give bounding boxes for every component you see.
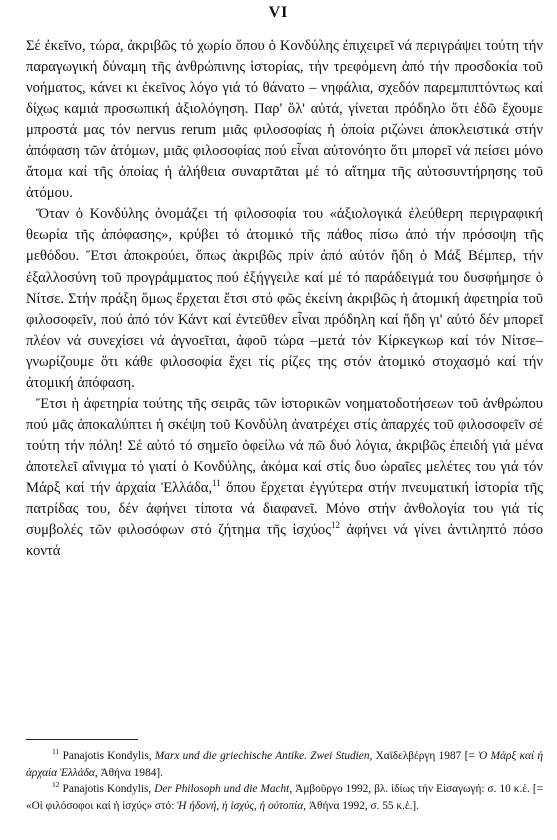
text-run: Panajotis Kondylis,: [62, 750, 155, 762]
italic-text: Marx und die griechische Antike. Zwei Studien: [154, 750, 370, 762]
text-run: Σέ ἐκεῖνο, τώρα, ἀκριβῶς τό χωρίο ὅπου ὁ Κονδύλης ἐπιχειρεῖ νά περιγράψει τούτη τήν παραγωγική δύναμη τῆς ἀνθρώπινης ἱστορίας, τήν τρεφόμενη ἀπό τήν προσδοκία τοῦ νοήματος, κάνει κι ἐκεῖνος λόγο γιά τό θάνατο – νηφάλια, σχεδόν παρεμπιπτόντως καί δίχως καμιά προσωπική ἀξιολόγηση. Παρ' ὅλ' αὐτά, γίνεται πρόδηλο ὅτι ἐδῶ ἔχουμε μπροστά μας τόν nervus rerum μιᾶς φιλοσοφίας ἡ ὁποία ριζώνει ἀποκλειστικά στήν ἀπόφαση τῶν ἀτόμων, μιᾶς φιλοσοφίας πού εἶναι αὐτονόητο ὅτι μπορεῖ νά πείσει μόνο ἄτομα καί τῆς ὁποίας ἡ ἀλήθεια συναρτᾶται μέ τό αἴτημα τῆς αὐτοσυντήρησης τοῦ ἀτόμου.: [26, 38, 543, 202]
paragraph-1: [26, 36, 543, 204]
footnote-number: 12: [52, 780, 60, 790]
text-run: Panajotis Kondylis,: [62, 783, 155, 796]
text-run: , Ἀθήνα 1984].: [94, 766, 163, 779]
text-run: , Ἀμβοῦργο 1992, βλ. ἰδίως τήν Εἰσαγωγή: σ. 10 κ.ἑ. [= «Οἱ φιλόσοφοι καί ἡ ἰσχύς» στό:: [26, 783, 544, 812]
footnote-divider: [26, 739, 138, 740]
italic-text: Der Philosoph und die Macht: [154, 783, 290, 796]
text-run: Ἔτσι ἡ ἀφετηρία τούτης τῆς σειρᾶς τῶν ἱστορικῶν νοηματοδοτήσεων τοῦ ἀνθρώπου πού μᾶς ἀποκαλύπτει ἡ σκέψη τοῦ Κονδύλη ἀνατρέχει στίς ἀπαρχές τοῦ φιλοσοφεῖν σέ τούτη τήν πόλη! Σέ αὐτό τό σημεῖο ὀφείλω νά πῶ δυό λόγια, ἀκριβῶς ἐπειδή γιά μένα ἀποτελεῖ αἴνιγμα τό γιατί ὁ Κονδύλης, ἀκόμα καί στίς δυο ὡραῖες μελέτες του γιά τόν Μάρξ καί τήν ἀρχαία Ἑλλάδα,: [26, 395, 543, 496]
footnote-12: [26, 781, 543, 814]
page-number: VI: [268, 4, 289, 21]
footnotes: [26, 748, 543, 814]
text-run: , Χαϊδελβέργη 1987 [=: [369, 750, 479, 762]
text-run: Ὅταν ὁ Κονδύλης ὀνομάζει τή φιλοσοφία του «ἀξιολογικά ἐλεύθερη περιγραφική θεωρία τῆς ἀπόφασης», κρύβει τό ἀτομικό τῆς πάθος πίσω ἀπό τήν πρόσοψη τῆς μεθόδου. Ἔτσι ἀποκρούει, ὅπως ἀκριβῶς πρίν ἀπό αὐτόν ἤδη ὁ Μάξ Βέμπερ, τήν ἐξαλλοσύνη τοῦ προγράμματος πού ἐξήγγειλε καί μέ τό παράδειγμά του δυσφήμησε ὁ Νίτσε. Στήν πράξη ὅμως ἔρχεται ἔτσι στό φῶς ἐκείνη ἀκριβῶς ἡ ἀτομική ἀφετηρία τοῦ φιλοσοφεῖν, πού ἀπό τόν Κάντ καί ἐντεῦθεν εἶναι πρόδηλη καί ἤδη γι' αὐτό δέν μπορεῖ πλέον νά συνεχίσει νά ἀγνοεῖται, ἀφοῦ τώρα –μετά τόν Κίρκεγκωρ καί τόν Νίτσε– γνωρίζουμε ὅτι κάθε φιλοσοφία ἔχει τίς ρίζες της στόν ἀτομικό στοχασμό καί τήν ἀτομική ἀπόφαση.: [26, 206, 543, 391]
text-run: ὅπου ἔρχεται ἐγγύτερα στήν πνευματική ἱστορία τῆς πατρίδας του, δέν ἀφήνει τίποτα νά διαφανεῖ. Μόνο στήν ἀνθολογία του γιά τίς συμβολές τῶν φιλοσόφων στό ζήτημα τῆς ἰσχύος: [26, 479, 543, 539]
main-text: [26, 36, 543, 562]
paragraph-2: [26, 204, 543, 393]
footnote-number: 11: [52, 747, 60, 757]
text-run: ἀφήνει νά γίνει ἀντιληπτό πόσο κοντά: [26, 522, 543, 560]
footnote-ref: 11: [212, 478, 221, 489]
footnote-11: [26, 748, 543, 781]
italic-text: Ὁ Μάρξ καί ἡ ἀρχαία Ἑλλάδα: [26, 750, 543, 779]
footnote-ref: 12: [331, 520, 341, 531]
text-run: , Ἀθήνα 1992, σ. 55 κ.ἑ.].: [303, 799, 419, 812]
italic-text: Ἡ ἡδονή, ἡ ἰσχύς, ἡ οὐτοπία: [177, 799, 304, 812]
paragraph-3: [26, 394, 543, 562]
